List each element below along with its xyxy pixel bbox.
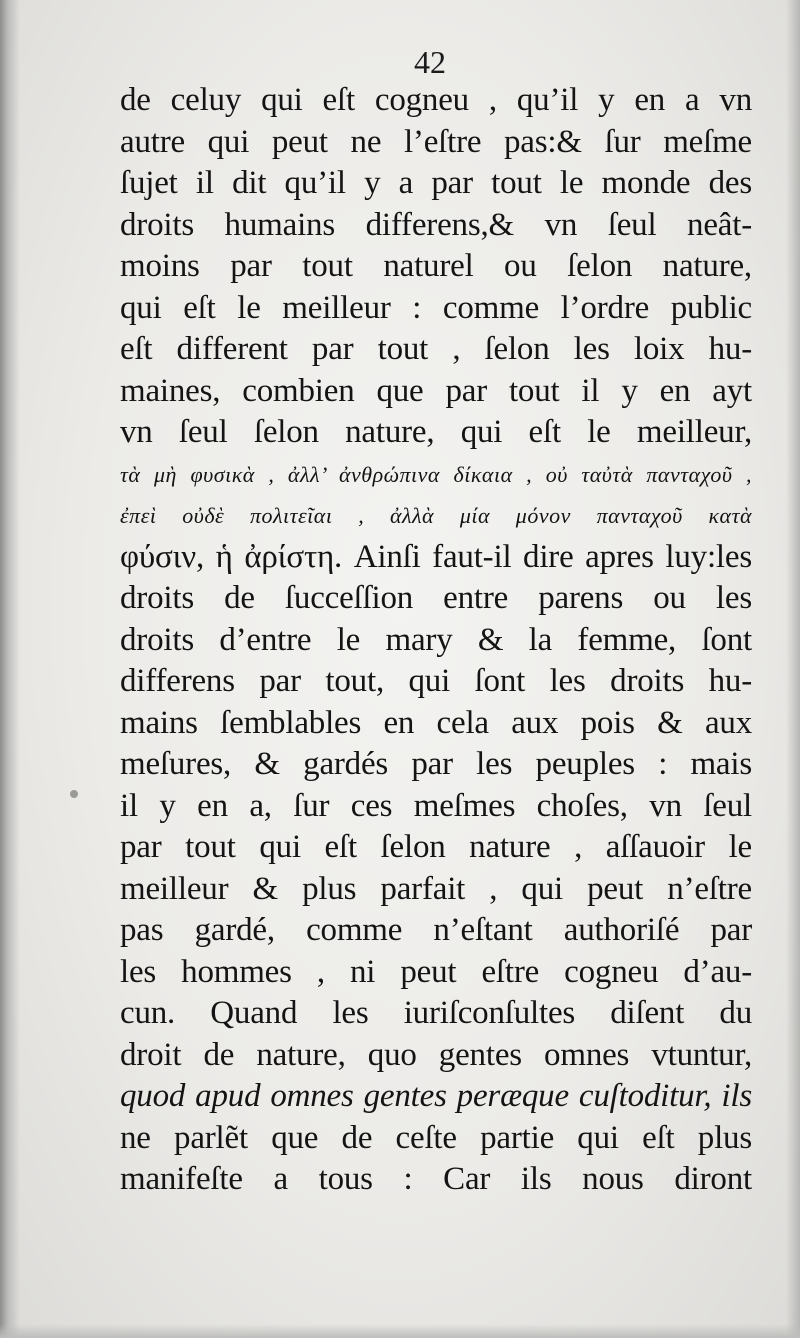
text-line: meſures, & gardés par les peuples : mais bbox=[120, 746, 752, 782]
page-number: 42 bbox=[414, 44, 446, 80]
body-text bbox=[120, 80, 752, 1201]
text-line: cun. Quand les iuriſconſultes diſent du bbox=[120, 995, 752, 1031]
text-line: manifeſte a tous : Car ils nous diront bbox=[120, 1161, 752, 1197]
text-line: de celuy qui eſt cogneu , qu’il y en a vn bbox=[120, 82, 752, 118]
text-line: meilleur & plus parfait , qui peut n’eſtre bbox=[120, 870, 752, 907]
gutter-shadow bbox=[0, 0, 20, 1338]
text-line: droits d’entre le mary & la femme, ſont bbox=[120, 621, 752, 658]
greek-quotation-line: τὰ μὴ φυσικὰ , ἀλλ’ ἀνθρώπινα δίκαια , οὐ ταὐτὰ πανταχοῦ , bbox=[120, 461, 752, 487]
text-line: droits de ſucceſſion entre parens ou les bbox=[120, 580, 752, 616]
text-line: ſujet il dit qu’il y a par tout le monde des bbox=[120, 165, 752, 201]
text-line: qui eſt le meilleur : comme l’ordre public bbox=[120, 289, 752, 326]
ink-spot bbox=[70, 790, 78, 798]
text-line: par tout qui eſt ſelon nature , aſſauoir le bbox=[120, 829, 752, 865]
text-line: pas gardé, comme n’eſtant authoriſé par bbox=[120, 912, 752, 948]
text-line: il y en a, ſur ces meſmes choſes, vn ſeul bbox=[120, 787, 752, 824]
text-line: ne parlẽt que de ceſte partie qui eſt plus bbox=[120, 1119, 752, 1156]
text-line: eſt different par tout , ſelon les loix hu- bbox=[120, 331, 752, 367]
text-line: maines, combien que par tout il y en ayt bbox=[120, 372, 752, 409]
latin-quotation-line: quod apud omnes gentes peræque cuſtoditur, ils bbox=[120, 1078, 752, 1114]
text-line: vn ſeul ſelon nature, qui eſt le meilleur, bbox=[120, 414, 752, 450]
text-line: autre qui peut ne l’eſtre pas:& ſur meſme bbox=[120, 123, 752, 160]
text-line: mains ſemblables en cela aux pois & aux bbox=[120, 704, 752, 741]
text-line: moins par tout naturel ou ſelon nature, bbox=[120, 248, 752, 284]
text-line: droits humains differens,& vn ſeul neât- bbox=[120, 206, 752, 243]
text-line: φύσιν, ἡ ἀρίστη. Ainſi faut-il dire apres luy:les bbox=[120, 538, 752, 575]
greek-quotation-line: ἐπεὶ οὐδὲ πολιτεῖαι , ἀλλὰ μία μόνον πανταχοῦ κατὰ bbox=[120, 503, 752, 528]
text-line: differens par tout, qui ſont les droits hu- bbox=[120, 663, 752, 699]
text-line: les hommes , ni peut eſtre cogneu d’au- bbox=[120, 953, 752, 990]
page-edge-right bbox=[786, 0, 800, 1338]
text-line: droit de nature, quo gentes omnes vtuntur, bbox=[120, 1036, 752, 1073]
page-edge-bottom bbox=[0, 1324, 800, 1338]
